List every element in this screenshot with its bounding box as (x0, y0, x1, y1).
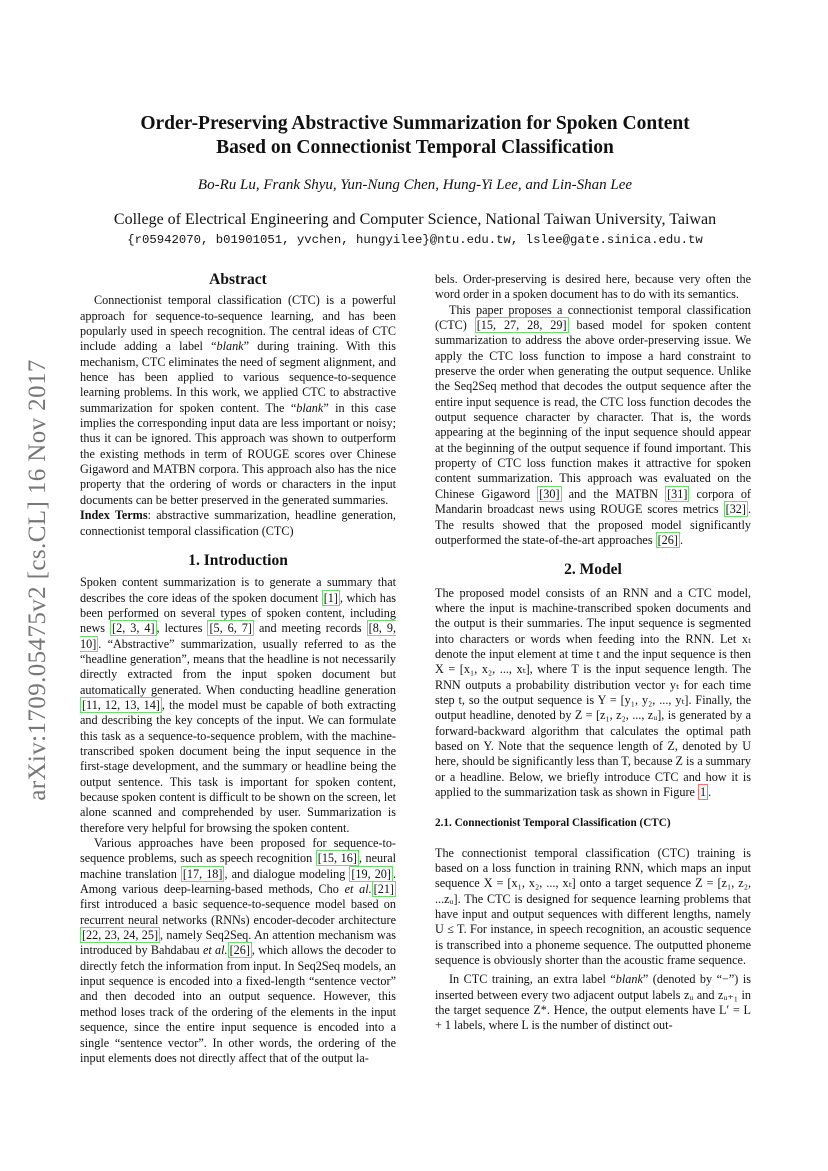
title-line-1: Order-Preserving Abstractive Summarization for Spoken Content (140, 113, 690, 134)
subsection-heading: 2.1. Connectionist Temporal Classification (CTC) (435, 817, 671, 830)
citation-link[interactable]: [32] (725, 502, 746, 517)
citation-link[interactable]: [26] (657, 532, 678, 547)
abstract-text: Connectionist temporal classification (CTC) is a powerful approach for sequence-to-sequence learning, and has been popularly used in speech recognition. The central ideas of CTC include adding a label “blank” during training. With this mechanism, CTC eliminates the need of segment alignment, and hence has been applied to various sequence-to-sequence learning problems. In this work, we applied CTC to abstractive summarization for spoken content. The “blank” in this case implies the corresponding input data are less important or noisy; thus it can be ignored. This approach was shown to outperform the existing methods in term of ROUGE scores over Chinese Gigaword and MATBN corpora. This approach also has the nice property that the ordering of words or characters in the input documents can be better preserved in the generated summaries. (80, 293, 397, 507)
citation-link[interactable]: [30] (539, 486, 560, 501)
authors: Bo-Ru Lu, Frank Shyu, Yun-Nung Chen, Hung-Yi Lee, and Lin-Shan Lee (197, 177, 633, 193)
proposal-paragraph: This paper proposes a connectionist temporal classification (CTC) [15, 27, 28, 29] based model for spoken content summarization to address the above order-preserving issue. We apply the CTC loss function to impose a hard constraint to preserve the order when generating the output sequence. Unlike the Seq2Seq method that decodes the output sequence after the entire input sequence is read, the CTC loss function decodes the output sequence character by character. That is, the words appearing at the beginning of the input sequence should appear at the beginning of the output sequence if found important. This property of CTC loss function makes it attractive for spoken content summarization. This approach was evaluated on the Chinese Gigaword [30] and the MATBN [31] corpora of Mandarin broadcast news using ROUGE scores metrics [32] . The results showed that the proposed model significantly outperformed the state-of-the-art approaches [26] . (435, 302, 751, 547)
citation-link[interactable]: [5, 6, 7] (209, 621, 252, 636)
paper-title (100, 112, 730, 160)
citation-link[interactable]: [11, 12, 13, 14] (82, 697, 160, 712)
index-terms: Index Terms: abstractive summarization, headline generation, connectionist temporal classification (CTC) (80, 508, 396, 538)
affiliation: College of Electrical Engineering and Computer Science, National Taiwan University, Taiwan (113, 211, 717, 228)
citation-link[interactable]: [2, 3, 4] (112, 621, 155, 636)
intro-paragraph-1: Spoken content summarization is to generate a summary that describes the core ideas of the spoken document [1] , which has been performed on several types of spoken content, including news [2, 3, 4] , lectures [5, 6, 7] and meeting records [8, 9, 10] . “Abstractive” summarization, usually referred to as the “headline generation”, means that the headline is not necessarily directly extracted from the input spoken document but automatically generated. When conducting headline generation [11, 12, 13, 14] , the model must be capable of both extracting and describing the key concepts of the input. We can formulate this task as a sequence-to-sequence problem, with the machine-transcribed spoken document being the input sequence in the first-stage development, and the summary or headline being the output sentence. This task is important for spoken content, because spoken content is difficult to be shown on the screen, let alone scanned and comprehended by user. Summarization is therefore very helpful for browsing the spoken content. (80, 575, 396, 835)
model-paragraph: The proposed model consists of an RNN and a CTC model, where the input is machine-transcribed spoken documents and the output is their summaries. The input sequence is segmented into characters or words when feeding into the RNN. Let xₜ denote the input element at time t and the input sequence is then X = [x₁, x₂, ..., xₜ], where T is the input sequence length. The RNN outputs a probability distribution vector yₜ for each time step t, so the output sequence is Y = [y₁, y₂, ..., yₜ]. Finally, the output headline, denoted by Z = [z₁, z₂, ..., zᵤ], is generated by a forward-backward algorithm that calculates the optimal path based on Y. Note that the sequence length of Z, denoted by U here, should be significantly less than T, because Z is a summary or a headline. Below, we briefly introduce CTC and how it is applied to the summarization task as shown in Figure 1 . (435, 585, 752, 799)
ctc-paragraph-1: The connectionist temporal classification (CTC) training is based on a loss function in training RNN, which maps an input sequence X = [x₁, x₂, ..., xₜ] onto a target sequence Z = [z₁, z₂, ...zᵤ]. The CTC is designed for sequence learning problems that have input and output sequences with different lengths, namely U ≤ T. For instance, in speech recognition, an acoustic sequence is transcribed into a phoneme sequence. The outputted phoneme sequence is obviously shorter than the acoustic frame sequence. (435, 845, 751, 968)
citation-link[interactable]: [17, 18] (182, 866, 223, 881)
emails: {r05942070, b01901051, yvchen, hungyilee}@ntu.edu.tw, lslee@gate.sinica.edu.tw (127, 233, 703, 247)
citation-link[interactable]: [31] (667, 486, 688, 501)
model-heading: 2. Model (564, 561, 622, 579)
ctc-paragraph-2: In CTC training, an extra label “blank” (denoted by “−”) is inserted between every two adjacent output labels zᵤ and zᵤ₊₁ in the target sequence Z*. Hence, the output elements have L′ = L + 1 labels, where L is the number of distinct out- (435, 972, 752, 1033)
citation-link[interactable]: [1] (323, 590, 338, 605)
citation-link[interactable]: [8, 9, 10] (80, 621, 396, 651)
citation-link[interactable]: [26] (229, 943, 250, 958)
right-column (435, 272, 751, 1034)
figure-link[interactable]: 1 (700, 785, 707, 799)
citation-link[interactable]: [21] (373, 882, 394, 897)
intro-heading: 1. Introduction (188, 551, 288, 569)
citation-link[interactable]: [15, 27, 28, 29] (476, 318, 567, 333)
continued-paragraph: bels. Order-preserving is desired here, because very often the word order in a spoken document has to do with its semantics. (435, 272, 751, 302)
left-column (80, 272, 396, 1066)
arxiv-stamp: arXiv:1709.05475v2 [cs.CL] 16 Nov 2017 (24, 359, 52, 801)
citation-link[interactable]: [19, 20] (351, 866, 391, 881)
title-line-2: Based on Connectionist Temporal Classification (216, 137, 614, 158)
abstract-heading: Abstract (209, 271, 267, 288)
citation-link[interactable]: [22, 23, 24, 25] (82, 928, 159, 943)
intro-paragraph-2: Various approaches have been proposed for sequence-to-sequence problems, such as speech recognition [15, 16] , neural machine translation [17, 18] , and dialogue modeling [19, 20] . Among various deep-learning-based methods, Cho et al. [21] first introduced a basic sequence-to-sequence model based on recurrent neural networks (RNNs) encoder-decoder architecture [22, 23, 24, 25] , namely Seq2Seq. An attention mechanism was introduced by Bahdabau et al. [26] , which allows the decoder to directly fetch the information from input. In Seq2Seq models, an input sequence is encoded into a fixed-length “sentence vector” and then decoded into an output sequence. However, this method loses track of the ordering of the elements in the input sequence, since the entire input sequence is encoded into a single “sentence vector”. In other words, the ordering of the input elements does not directly affect that of the output la- (80, 836, 397, 1065)
citation-link[interactable]: [15, 16] (317, 851, 357, 866)
